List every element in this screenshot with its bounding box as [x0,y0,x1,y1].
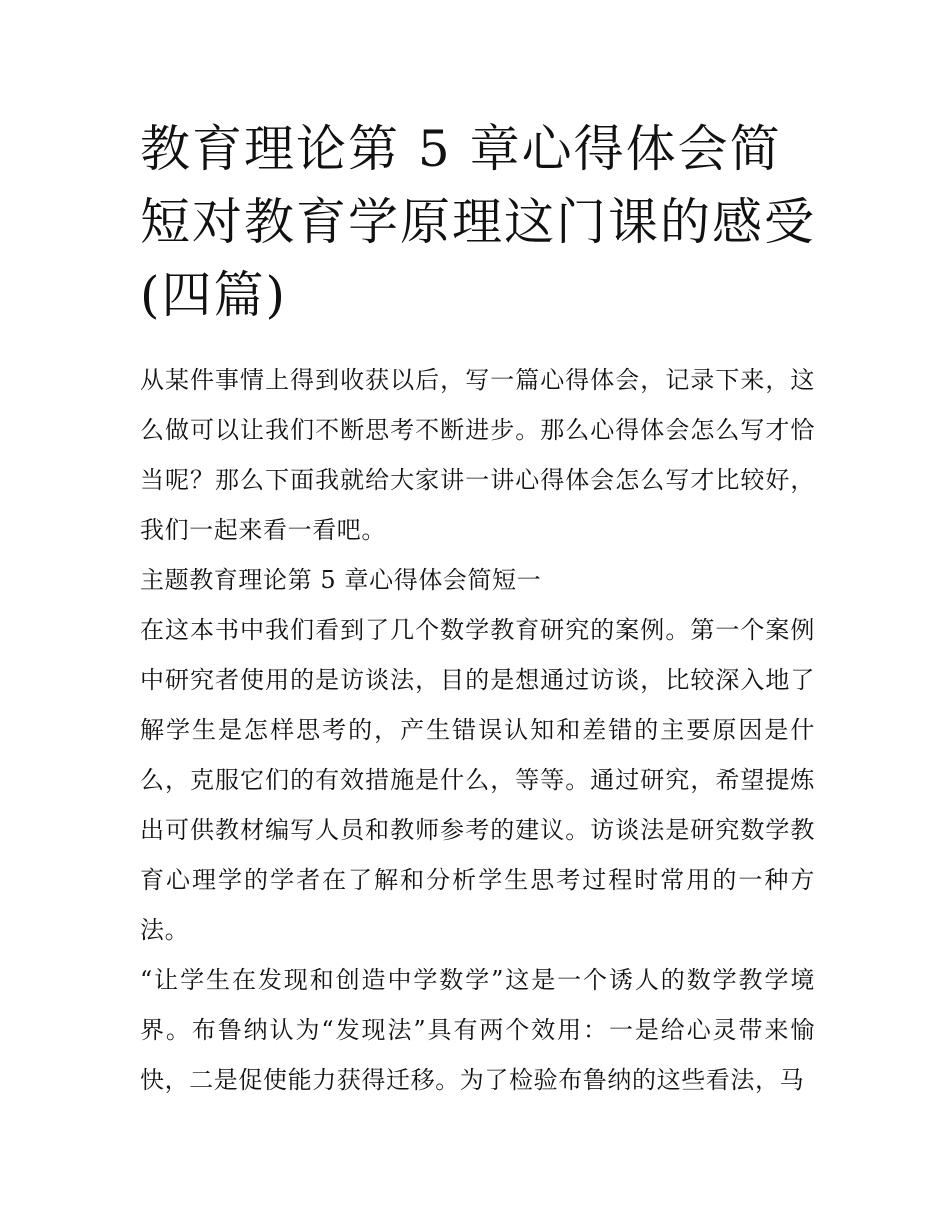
intro-paragraph: 从某件事情上得到收获以后，写一篇心得体会，记录下来，这么做可以让我们不断思考不断进步。那么心得体会怎么写才恰当呢？那么下面我就给大家讲一讲心得体会怎么写才比较好，我们一起来看一看吧。 [140,366,815,544]
document-title: 教育理论第 5 章心得体会简短对教育学原理这门课的感受(四篇) [140,120,816,324]
section-heading: 主题教育理论第 5 章心得体会简短一 [140,566,542,594]
body-paragraph: 在这本书中我们看到了几个数学教育研究的案例。第一个案例中研究者使用的是访谈法，目的是想通过访谈，比较深入地了解学生是怎样思考的，产生错误认知和差错的主要原因是什么，克服它们的有效措施是什么，等等。通过研究，希望提炼出可供教材编写人员和教师参考的建议。访谈法是研究数学教育心理学的学者在了解和分析学生思考过程时常用的一种方法。 [140,616,815,944]
body-paragraph: “让学生在发现和创造中学数学”这是一个诱人的数学教学境界。布鲁纳认为“发现法”具有两个效用：一是给心灵带来愉快，二是促使能力获得迁移。为了检验布鲁纳的这些看法，马 [140,966,815,1094]
document-body [140,355,815,1105]
